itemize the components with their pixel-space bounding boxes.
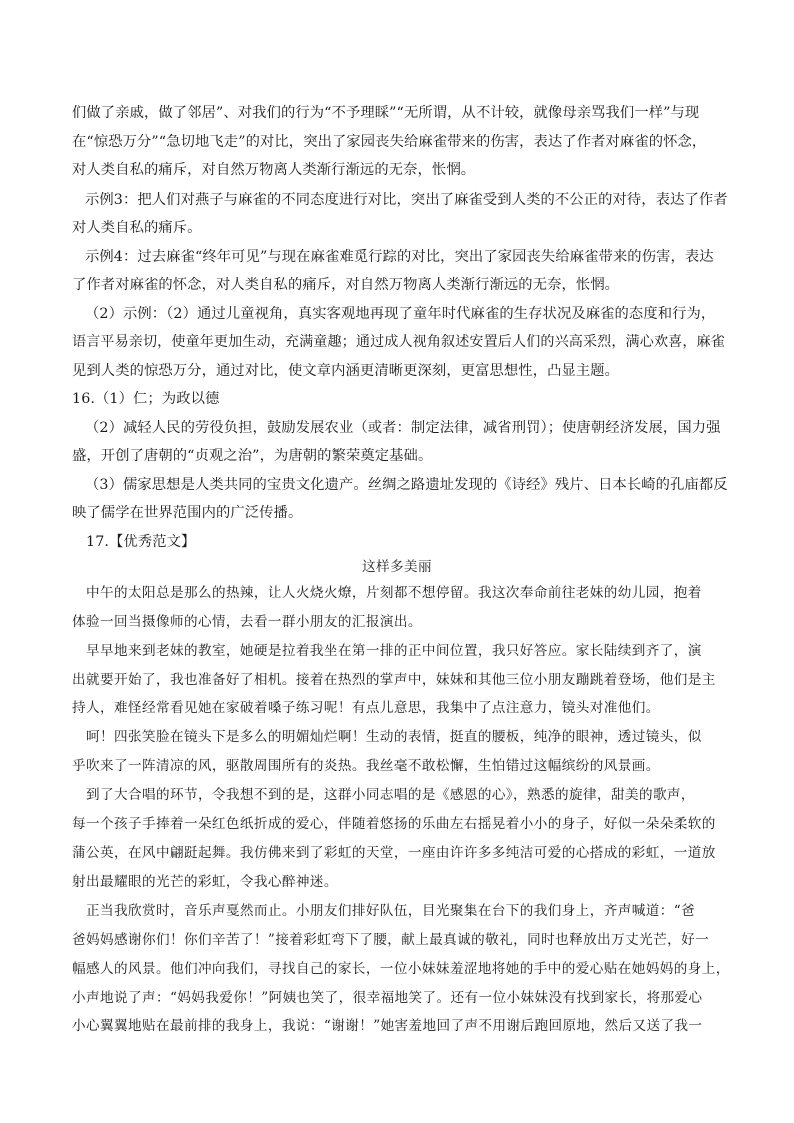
q16-2-line-2: 盛，开创了唐朝的“贞观之治”，为唐朝的繁荣奠定基础。 [72,448,433,464]
essay-line: 小声地说了声：“妈妈我爱你！”阿姨也笑了，很幸福地笑了。还有一位小妹妹没有找到家长，将那爱心 [72,990,703,1006]
essay-line: 乎吹来了一阵清凉的风，驱散周围所有的炎热。我丝毫不敢松懈，生怕错过这幅缤纷的风景画。 [72,758,660,774]
essay-title: 这样多美丽 [362,559,432,575]
q16-2-line-1: （2）减轻人民的劳役负担，鼓励发展农业（或者：制定法律，减省刑罚）；使唐朝经济发展，国力强 [85,420,721,436]
essay-line: 射出最耀眼的光芒的彩虹，令我心醉神迷。 [72,874,338,890]
essay-line: 爸妈妈感谢你们！你们辛苦了！”接着彩虹弯下了腰，献上最真诚的敬礼，同时也释放出万丈光芒，好一 [72,932,710,948]
example4-line-2: 了作者对麻雀的怀念，对人类自私的痛斥，对自然万物离人类渐行渐远的无奈，怅惘。 [72,277,620,293]
essay-line: 持人，难怪经常看见她在家破着嗓子练习呢！有点儿意思，我集中了点注意力，镜头对准他们。 [72,700,660,716]
essay-line: 幅感人的风景。他们冲向我们，寻找自己的家长，一位小妹妹羞涩地将她的手中的爱心贴在她妈妈的身上， [72,961,730,977]
example3-line-2: 对人类自私的痛斥。 [72,220,202,236]
essay-line: 蒲公英，在风中翩跹起舞。我仿佛来到了彩虹的天堂，一座由许许多多纯洁可爱的心搭成的彩虹，一道放 [72,845,716,861]
essay-line: 出就要开始了，我也准备好了相机。接着在热烈的掌声中，妹妹和其他三位小朋友蹦跳着登场，他们是主 [72,672,716,688]
q15-2-line-3: 见到人类的惊恐万分，通过对比，使文章内涵更清晰更深刻，更富思想性，凸显主题。 [72,363,620,379]
essay-line: 早早地来到老妹的教室，她硬是拉着我坐在第一排的正中间位置，我只好答应。家长陆续到齐了，演 [86,643,702,659]
q15-2-line-1: （2）示例：（2）通过儿童视角，真实客观地再现了童年时代麻雀的生存状况及麻雀的态度和行为， [85,306,716,322]
essay-line: 到了大合唱的环节，令我想不到的是，这群小同志唱的是《感恩的心》，熟悉的旋律，甜美的歌声， [86,787,695,803]
q15-cont-line-3: 对人类自私的痛斥，对自然万物离人类渐行渐远的无奈，怅惘。 [72,162,476,178]
essay-line: 每一个孩子手捧着一朵红色纸折成的爱心，伴随着悠扬的乐曲左右摇晃着小小的身子，好似一朵朵柔软的 [72,816,716,832]
example3-line-1: 示例3：把人们对燕子与麻雀的不同态度进行对比，突出了麻雀受到人类的不公正的对待，表达了作者 [85,192,728,208]
q15-cont-line-1: 们做了亲戚，做了邻居”、对我们的行为“不予理睬”“无所谓，从不计较，就像母亲骂我们一样”与现 [72,105,700,121]
essay-line: 中午的太阳总是那么的热辣，让人火烧火燎，片刻都不想停留。我这次奉命前往老妹的幼儿园，抱着 [86,585,702,601]
q16-3-line-2: 映了儒学在世界范围内的广泛传播。 [72,505,303,521]
essay-line: 小心翼翼地贴在最前排的我身上，我说：“谢谢！”她害羞地回了声不用谢后跑回原地，然后又送了我一 [72,1018,703,1034]
q15-2-line-2: 语言平易亲切，使童年更加生动，充满童趣；通过成人视角叙述安置后人们的兴高采烈，满心欢喜，麻雀 [72,334,725,350]
q16-3-line-1: （3）儒家思想是人类共同的宝贵文化遗产。丝绸之路遗址发现的《诗经》残片、日本长崎的孔庙都反 [85,477,728,493]
q17-header: 17.【优秀范文】 [86,534,196,550]
essay-line: 呵！四张笑脸在镜头下是多么的明媚灿烂啊！生动的表情，挺直的腰板，纯净的眼神，透过镜头，似 [86,729,702,745]
q16-1: 16.（1）仁；为政以德 [72,391,220,407]
essay-line: 体验一回当摄像师的心情，去看一群小朋友的汇报演出。 [72,614,422,630]
q15-cont-line-2: 在“惊恐万分”“急切地飞走”的对比，突出了家园丧失给麻雀带来的伤害，表达了作者对麻雀的怀念， [72,134,707,150]
example4-line-1: 示例4：过去麻雀“终年可见”与现在麻雀难觅行踪的对比，突出了家园丧失给麻雀带来的伤害，表达 [85,249,714,265]
essay-line: 正当我欣赏时，音乐声戛然而止。小朋友们排好队伍，目光聚集在台下的我们身上，齐声喊道：“爸 [86,903,696,919]
